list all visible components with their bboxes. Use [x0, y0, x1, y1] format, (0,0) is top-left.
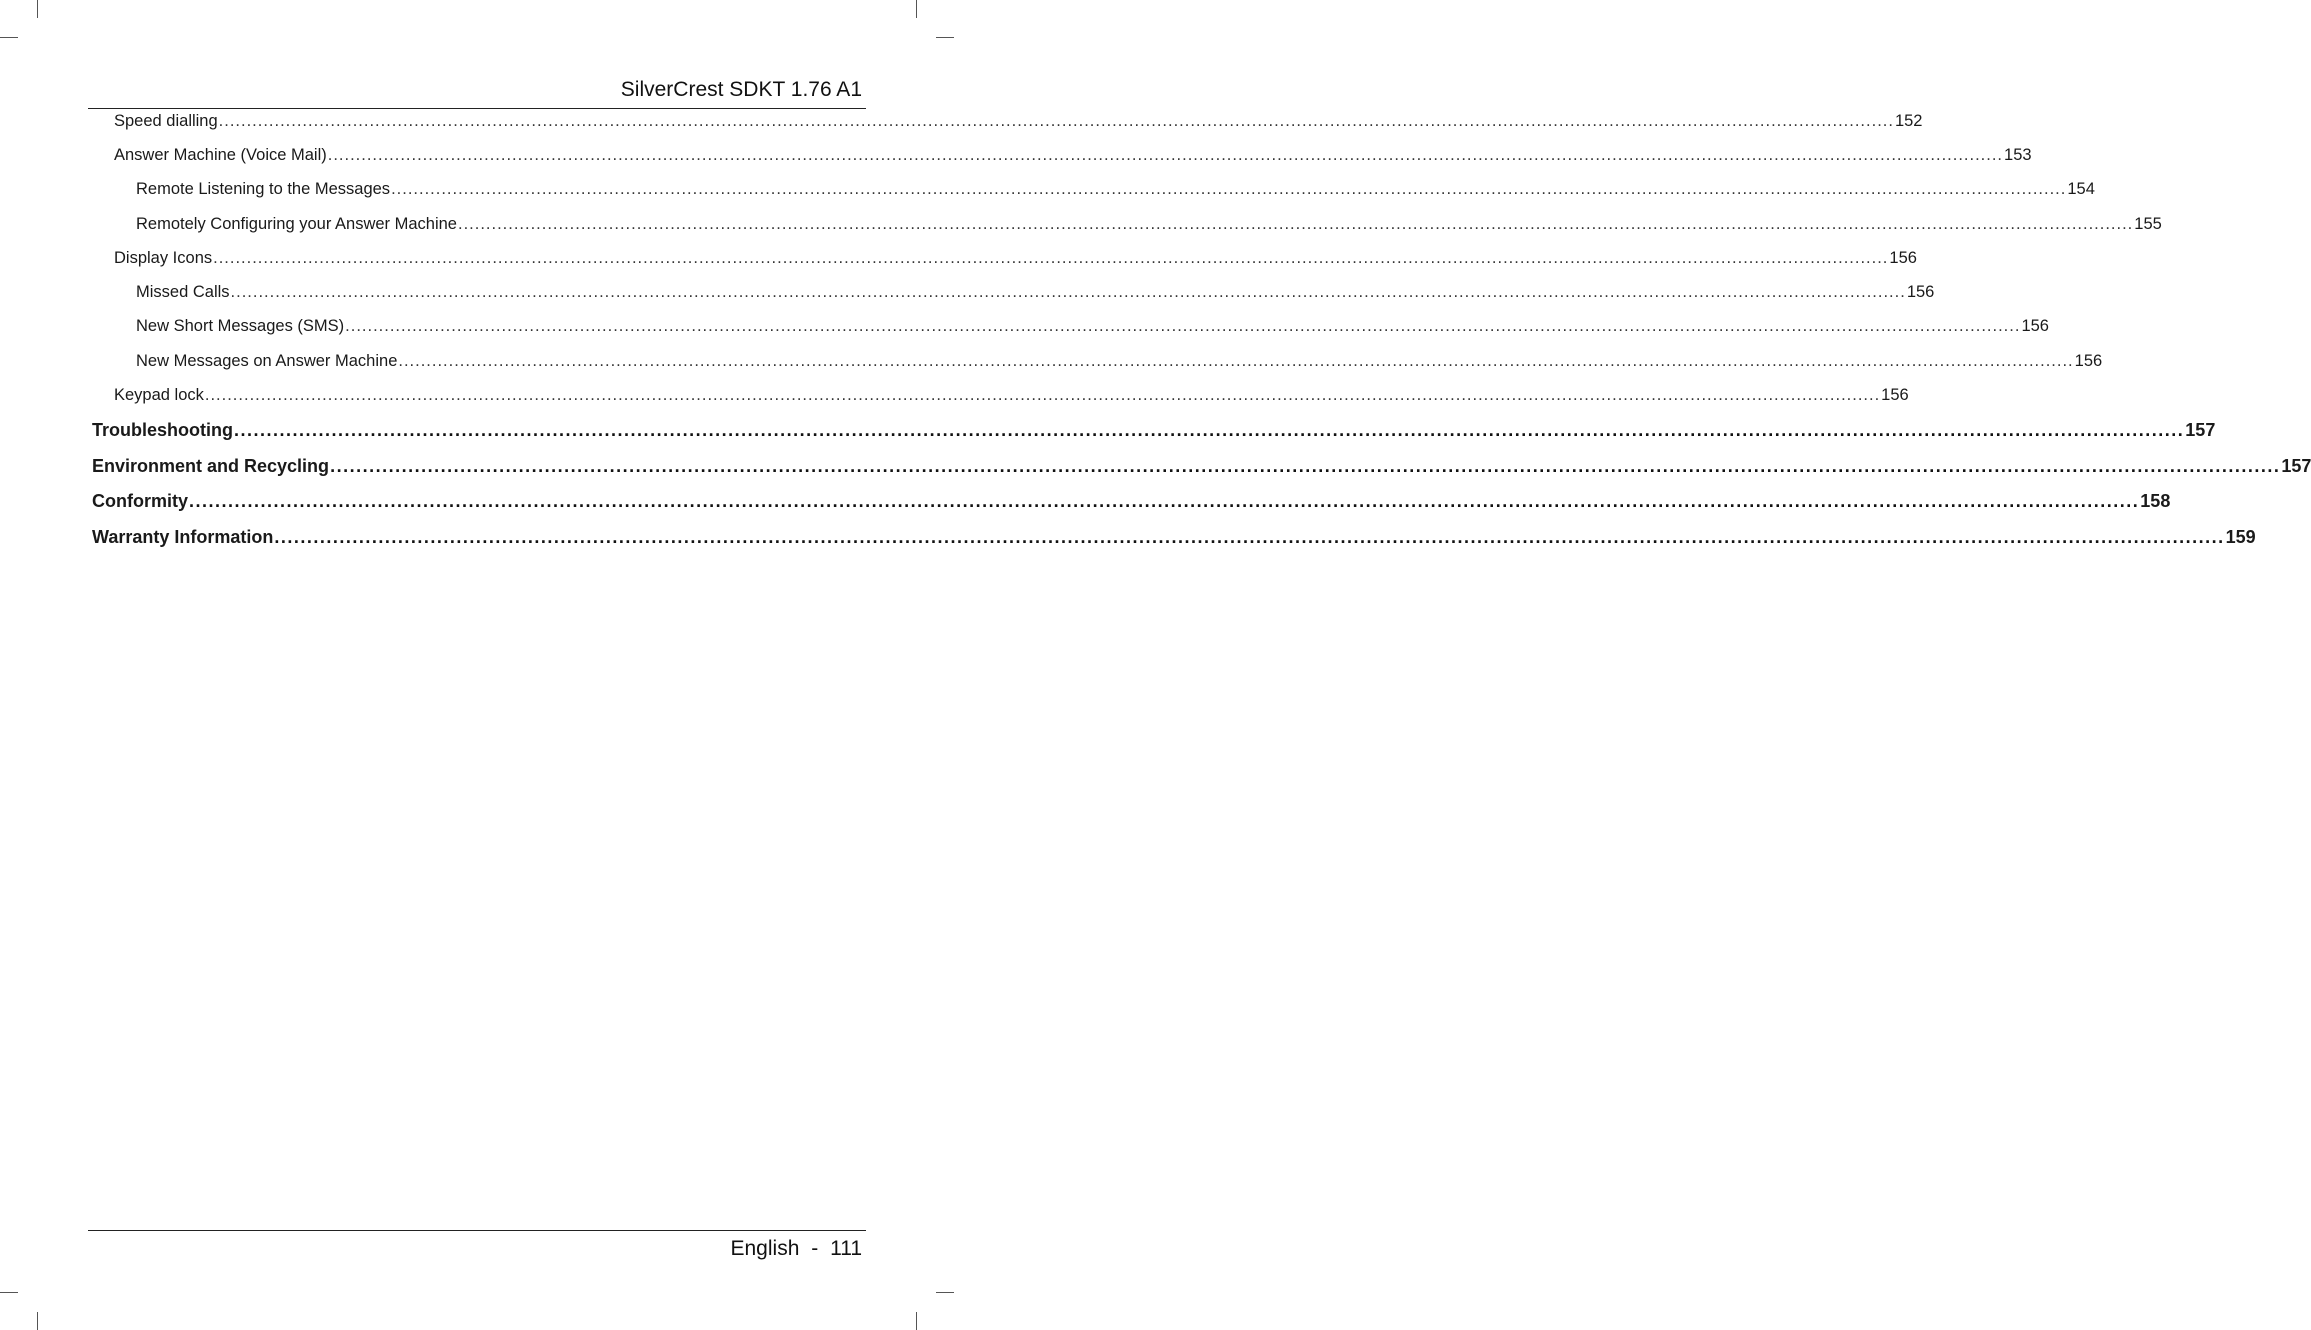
toc-entry-label: Keypad lock [114, 386, 204, 404]
toc-leader-dots: ............................................................................................................................................................................................................................................................................................................ [327, 146, 2004, 164]
toc-leader-dots: ............................................................................................................................................................................................................................................................................................................ [218, 112, 1894, 130]
crop-mark [37, 1312, 38, 1330]
toc-entry[interactable] [136, 180, 2095, 199]
footer-language: English [730, 1237, 800, 1260]
toc-entry-label: Conformity [92, 491, 188, 511]
toc-entry-page: 156 [1881, 386, 1909, 404]
toc-entry-page: 157 [2185, 420, 2216, 440]
page-header-title: SilverCrest SDKT 1.76 A1 [620, 78, 862, 101]
toc-leader-dots: ............................................................................................................................................................................................................................................................................................................ [234, 420, 2185, 440]
toc-entry-page: 156 [2074, 352, 2103, 370]
footer-rule [88, 1230, 866, 1231]
toc-entry-page: 153 [2004, 146, 2032, 164]
toc-entry-label: Display Icons [114, 249, 213, 267]
toc-entry-page: 152 [1894, 112, 1923, 130]
toc-entry-label: New Short Messages (SMS) [136, 317, 345, 335]
toc-entry-page: 155 [2134, 215, 2162, 233]
toc-entry[interactable] [136, 352, 2103, 371]
toc-entry[interactable] [114, 146, 2032, 165]
toc-leader-dots: ............................................................................................................................................................................................................................................................................................................ [458, 215, 2134, 233]
toc-entry-label: Remotely Configuring your Answer Machine [136, 215, 457, 233]
crop-mark [936, 1292, 954, 1293]
crop-mark [936, 37, 954, 38]
footer-separator: - [811, 1237, 819, 1260]
crop-mark [916, 0, 917, 18]
toc-entry-label: Warranty Information [92, 527, 274, 547]
toc-entry[interactable] [136, 317, 2049, 336]
toc-leader-dots: ............................................................................................................................................................................................................................................................................................................ [330, 456, 2281, 476]
toc-entry-page: 159 [2225, 527, 2256, 547]
toc-leader-dots: ............................................................................................................................................................................................................................................................................................................ [274, 527, 2225, 547]
page-footer [731, 1237, 863, 1261]
toc-chapter-entry[interactable] [92, 420, 2216, 441]
toc-entry-page: 156 [1906, 283, 1935, 301]
crop-mark [0, 37, 18, 38]
toc-leader-dots: ............................................................................................................................................................................................................................................................................................................ [391, 180, 2067, 198]
toc-entry-label: Troubleshooting [92, 420, 233, 440]
toc-entry-label: Answer Machine (Voice Mail) [114, 146, 327, 164]
toc-leader-dots: ............................................................................................................................................................................................................................................................................................................ [204, 386, 1881, 404]
toc-leader-dots: ............................................................................................................................................................................................................................................................................................................ [189, 491, 2140, 511]
toc-leader-dots: ............................................................................................................................................................................................................................................................................................................ [230, 283, 1906, 301]
header-rule [88, 108, 866, 109]
toc-entry[interactable] [136, 215, 2162, 234]
toc-chapter-entry[interactable] [92, 456, 2311, 477]
toc-entry[interactable] [114, 249, 1917, 268]
toc-leader-dots: ............................................................................................................................................................................................................................................................................................................ [345, 317, 2021, 335]
toc-entry-page: 157 [2281, 456, 2311, 476]
toc-entry-page: 154 [2067, 180, 2095, 198]
crop-mark [916, 1312, 917, 1330]
crop-mark [37, 0, 38, 18]
toc-entry[interactable] [136, 283, 1935, 302]
toc-entry-label: Remote Listening to the Messages [136, 180, 391, 198]
toc-entry-label: Speed dialling [114, 112, 218, 130]
toc-leader-dots: ............................................................................................................................................................................................................................................................................................................ [213, 249, 1889, 267]
toc-entry-label: Environment and Recycling [92, 456, 330, 476]
footer-page-number: 111 [830, 1237, 862, 1260]
toc-entry-page: 156 [1889, 249, 1917, 267]
toc-entry-label: Missed Calls [136, 283, 230, 301]
toc-entry[interactable] [114, 112, 1923, 131]
crop-mark [0, 1292, 18, 1293]
toc-entry-page: 158 [2140, 491, 2171, 511]
toc-entry[interactable] [114, 386, 1909, 405]
toc-entry-page: 156 [2021, 317, 2049, 335]
toc-leader-dots: ............................................................................................................................................................................................................................................................................................................ [398, 352, 2074, 370]
toc-chapter-entry[interactable] [92, 491, 2171, 512]
toc-entry-label: New Messages on Answer Machine [136, 352, 398, 370]
toc-chapter-entry[interactable] [92, 527, 2256, 548]
